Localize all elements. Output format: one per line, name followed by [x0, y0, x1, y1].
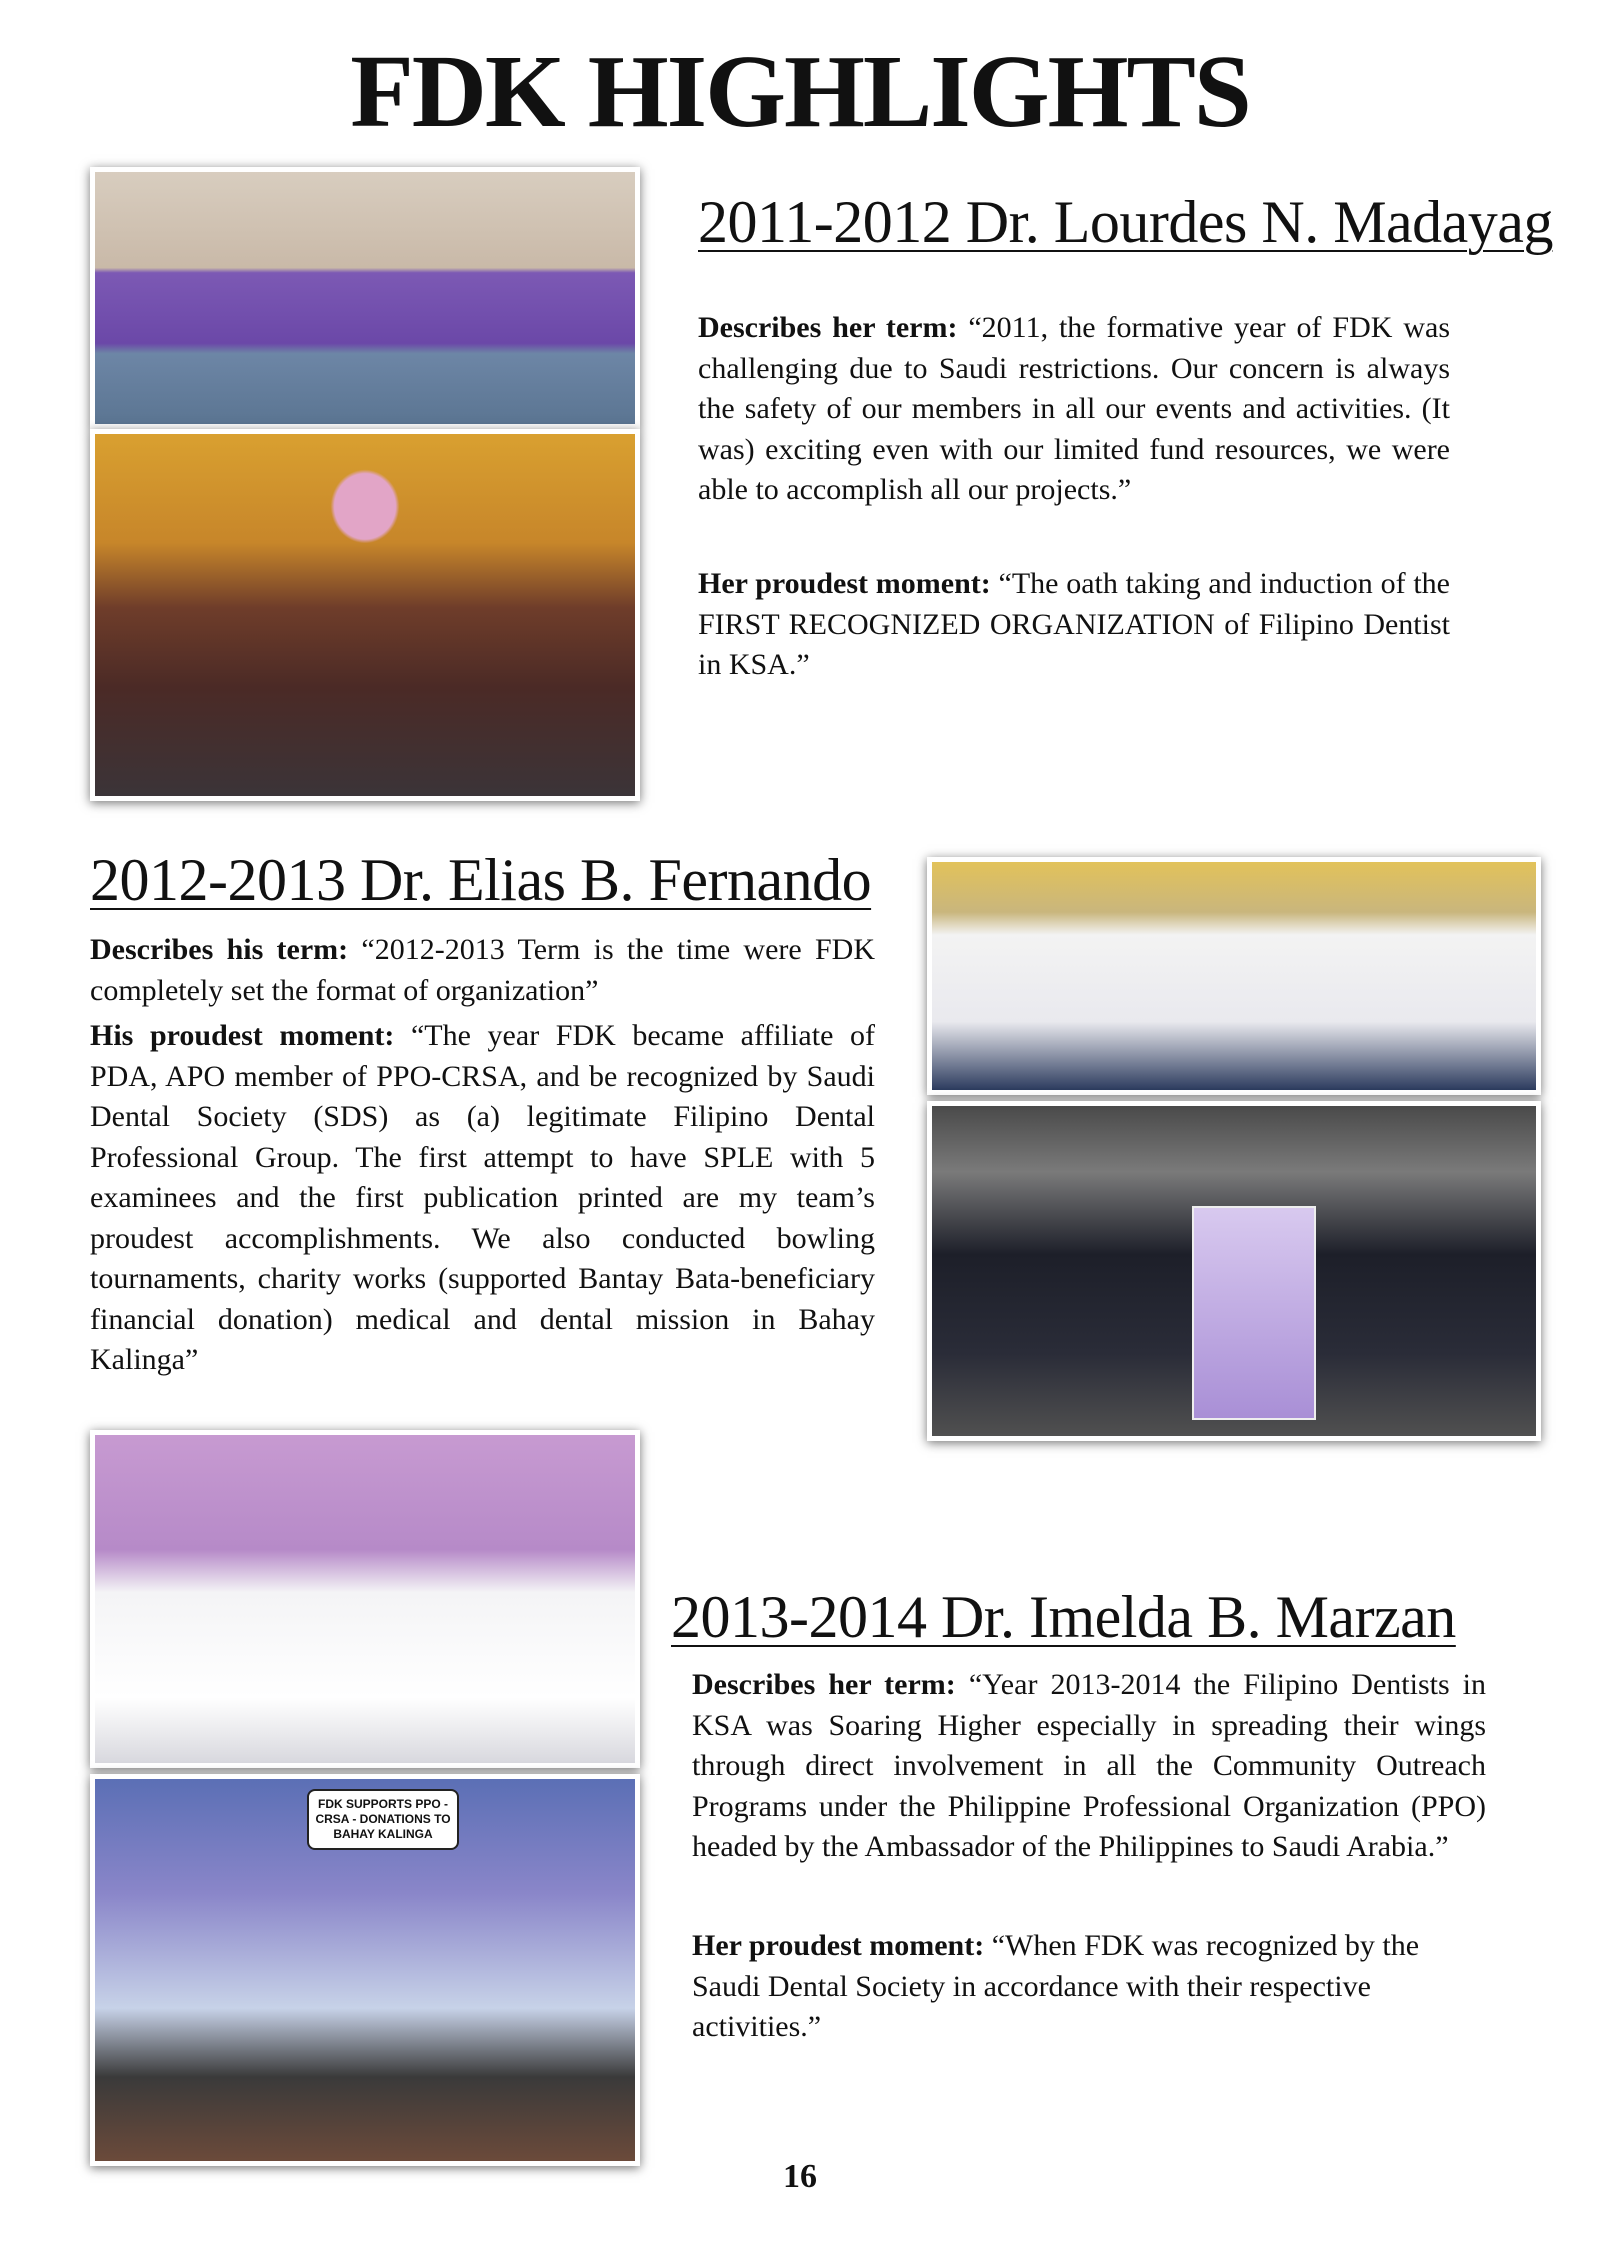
moment-text: “The oath taking and induction of the FIRST RECOGNIZED ORGANIZATION of Filipino Dentist in KSA.” [698, 567, 1450, 681]
photo-group-event [90, 429, 640, 801]
photo-group-event-image [95, 434, 635, 796]
term-label: Describes his term: [90, 933, 349, 966]
moment-text: “When FDK was recognized by the Saudi Dental Society in accordance with their respective activities.” [692, 1929, 1420, 2043]
term-description-2011-2012 [698, 308, 1450, 511]
section-heading-2013-2014: 2013-2014 Dr. Imelda B. Marzan [671, 1584, 1456, 1650]
proudest-moment-2011-2012 [698, 564, 1450, 686]
section-heading-2011-2012: 2011-2012 Dr. Lourdes N. Madayag [698, 189, 1553, 255]
section-heading-2012-2013: 2012-2013 Dr. Elias B. Fernando [90, 847, 872, 913]
photo-donation-collage-image [95, 1779, 635, 2161]
term-text: “Year 2013-2014 the Filipino Dentists in KSA was Soaring Higher especially in spreading their wings through direct involvement in all the Community Outreach Programs under the Philippine Professional Organization (PPO) headed by the Ambassador of the Philippines to Saudi Arabia.” [692, 1668, 1487, 1863]
photo-donation-collage [90, 1774, 640, 2166]
photo-welcome-team-image [95, 1435, 635, 1763]
moment-label: Her proudest moment: [692, 1929, 985, 1962]
moment-text: “The year FDK became affiliate of PDA, APO member of PPO-CRSA, and be recognized by Saudi Dental Society (SDS) as (a) legitimate Filipino Dental Professional Group. The first attempt to have SPLE with 5 examinees and the first publication printed are my team’s proudest accomplishments. We also conducted bowling tournaments, charity works (supported Bantay Bata-beneficiary financial donation) medical and dental mission in Bahay Kalinga” [90, 1019, 875, 1376]
term-text: “2011, the formative year of FDK was challenging due to Saudi restrictions. Our concern is always the safety of our members in all our events and activities. (It was) exciting even with our limited fund resources, we were able to accomplish all our projects.” [698, 311, 1451, 506]
photo-welcome-team [90, 1430, 640, 1768]
moment-label: Her proudest moment: [698, 567, 991, 600]
banner-shape [1192, 1206, 1316, 1420]
moment-label: His proudest moment: [90, 1019, 395, 1052]
proudest-moment-2013-2014 [692, 1926, 1486, 2048]
collage-caption: FDK SUPPORTS PPO -CRSA - DONATIONS TO BAHAY KALINGA [307, 1789, 459, 1850]
page-title: FDK HIGHLIGHTS [350, 34, 1250, 149]
page-number: 16 [783, 2158, 817, 2195]
term-description-2012-2013 [90, 930, 875, 1011]
term-label: Describes her term: [692, 1668, 956, 1701]
term-description-2013-2014 [692, 1665, 1486, 1868]
term-text: “2012-2013 Term is the time were FDK completely set the format of organization” [90, 933, 876, 1007]
photo-dentists-white-coats-image [932, 862, 1536, 1090]
photo-banner-presentation [927, 1101, 1541, 1441]
photo-oath-taking [90, 167, 640, 429]
proudest-moment-2012-2013 [90, 1016, 875, 1381]
photo-banner-presentation-image [932, 1106, 1536, 1436]
photo-oath-taking-image [95, 172, 635, 424]
term-label: Describes her term: [698, 311, 958, 344]
photo-dentists-white-coats [927, 857, 1541, 1095]
